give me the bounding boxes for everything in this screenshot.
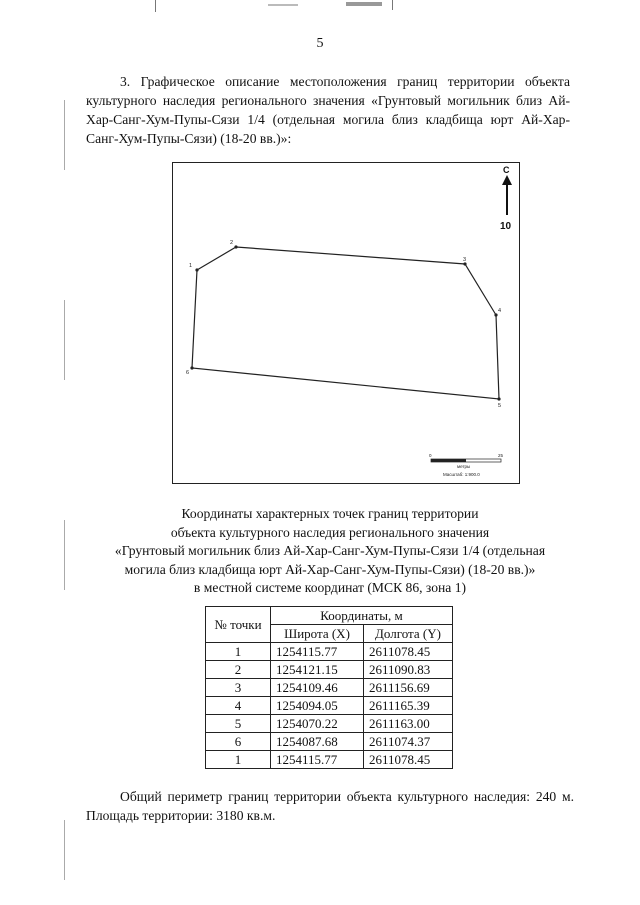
table-row (206, 733, 453, 751)
caption-line: Координаты характерных точек границ территории (181, 506, 479, 521)
cell-x: 1254121.15 (271, 661, 364, 679)
vertex-2 (234, 245, 237, 248)
boundary-map (172, 162, 520, 484)
vertex-6 (190, 366, 193, 369)
cell-point: 6 (206, 733, 271, 751)
caption-line: «Грунтовый могильник близ Ай-Хар-Санг-Хум-Пупы-Сязи 1/4 (отдельная (114, 543, 546, 558)
vertex-label-4: 4 (498, 308, 502, 314)
table-row (206, 715, 453, 733)
scan-artifact (64, 520, 65, 590)
cell-point: 2 (206, 661, 271, 679)
cell-y: 2611090.83 (364, 661, 453, 679)
boundary-vertices (190, 245, 500, 400)
vertex-label-6: 6 (186, 370, 190, 376)
table-row (206, 679, 453, 697)
perimeter-area-summary (86, 787, 574, 825)
section-text: 3. Графическое описание местоположения границ территории объекта культурного наследия регионального значения «Грунтовый могильник близ Ай-Хар-Санг-Хум-Пупы-Сязи 1/4 (отдельная могила близ кладбища юрт Ай-Хар-Санг-Хум-Пупы-Сязи) (18-20 вв.)»: (86, 74, 570, 146)
vertex-label-2: 2 (230, 240, 234, 246)
table-row (206, 697, 453, 715)
vertex-label-5: 5 (498, 403, 502, 409)
page-number: 5 (316, 36, 324, 51)
vertex-5 (497, 397, 500, 400)
table-row (206, 661, 453, 679)
scan-artifact (64, 100, 65, 170)
vertex-label-1: 1 (189, 263, 193, 269)
scale-units-label: метры (457, 464, 471, 469)
scale-bar (431, 459, 501, 462)
cell-point: 4 (206, 697, 271, 715)
vertex-label-3: 3 (463, 257, 467, 263)
caption-line: могила близ кладбища юрт Ай-Хар-Санг-Хум-Пупы-Сязи) (18-20 вв.)» (124, 561, 536, 577)
scale-start-label: 0 (429, 453, 432, 458)
cell-point: 5 (206, 715, 271, 733)
cell-x: 1254070.22 (271, 715, 364, 733)
scan-artifact (268, 4, 298, 6)
header-coordinates: Координаты, м (271, 607, 453, 625)
cell-y: 2611163.00 (364, 715, 453, 733)
cell-y: 2611078.45 (364, 643, 453, 661)
cell-x: 1254094.05 (271, 697, 364, 715)
north-scale-label: 10 (500, 221, 512, 232)
cell-point: 1 (206, 643, 271, 661)
cell-x: 1254087.68 (271, 733, 364, 751)
caption-line: объекта культурного наследия регионального значения (170, 524, 490, 540)
caption-line: в местной системе координат (МСК 86, зона 1) (193, 580, 467, 595)
table-row (206, 643, 453, 661)
cell-point: 1 (206, 751, 271, 769)
scan-artifact (392, 0, 393, 10)
scan-artifact (346, 2, 382, 6)
section-description (86, 72, 570, 148)
table-header-row (206, 607, 453, 625)
table-caption (70, 505, 590, 598)
header-longitude: Долгота (Y) (364, 625, 453, 643)
summary-text: Общий периметр границ территории объекта культурного наследия: 240 м. Площадь территории: 3180 кв.м. (86, 789, 574, 823)
cell-x: 1254109.46 (271, 679, 364, 697)
scan-artifact (155, 0, 156, 12)
cell-point: 3 (206, 679, 271, 697)
scan-artifact (64, 300, 65, 380)
north-label: С (503, 165, 510, 175)
boundary-map-drawing (173, 163, 519, 483)
coordinates-table (205, 606, 453, 769)
scale-ratio-label: Масштаб: 1:900.0 (443, 472, 480, 477)
vertex-1 (195, 268, 198, 271)
table-row (206, 751, 453, 769)
header-point: № точки (206, 607, 271, 643)
scan-artifact (64, 820, 65, 880)
cell-x: 1254115.77 (271, 751, 364, 769)
boundary-polygon (192, 247, 502, 399)
cell-y: 2611078.45 (364, 751, 453, 769)
scale-end-label: 25 (498, 453, 504, 458)
cell-x: 1254115.77 (271, 643, 364, 661)
cell-y: 2611074.37 (364, 733, 453, 751)
cell-y: 2611165.39 (364, 697, 453, 715)
cell-y: 2611156.69 (364, 679, 453, 697)
header-latitude: Широта (X) (271, 625, 364, 643)
north-arrow-icon (502, 175, 512, 215)
